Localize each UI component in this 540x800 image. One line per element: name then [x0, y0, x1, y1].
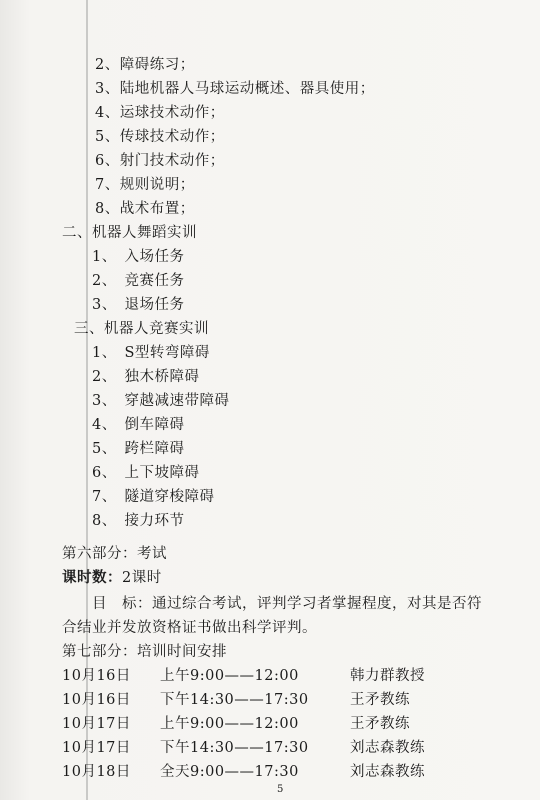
schedule-time: 全天9:00——17:30 [160, 764, 299, 780]
list-item: 6、 上下坡障碍 [92, 465, 200, 481]
list-item: 2、 独木桥障碍 [92, 369, 200, 385]
list-item: 3、陆地机器人马球运动概述、器具使用； [95, 81, 375, 97]
list-item: 4、运球技术动作； [95, 105, 225, 121]
schedule-teacher: 刘志森教练 [350, 764, 425, 780]
schedule-date: 10月16日 [62, 692, 131, 708]
schedule-date: 10月17日 [62, 716, 131, 732]
schedule-time: 上午9:00——12:00 [160, 668, 299, 684]
exam-part-heading: 第六部分：考试 [62, 546, 167, 562]
schedule-date: 10月16日 [62, 668, 131, 684]
list-item: 2、障碍练习； [95, 57, 195, 73]
schedule-part-heading: 第七部分：培训时间安排 [62, 644, 227, 660]
list-item: 5、 跨栏障碍 [92, 441, 185, 457]
list-item: 8、战术布置； [95, 201, 195, 217]
list-item: 1、 入场任务 [92, 249, 185, 265]
schedule-date: 10月18日 [62, 764, 131, 780]
list-item: 5、传球技术动作； [95, 129, 225, 145]
schedule-teacher: 刘志森教练 [350, 740, 425, 756]
schedule-date: 10月17日 [62, 740, 131, 756]
schedule-teacher: 王矛教练 [350, 716, 410, 732]
list-item: 2、 竞赛任务 [92, 273, 185, 289]
list-item: 1、 S型转弯障碍 [92, 345, 210, 361]
list-item: 8、 接力环节 [92, 513, 185, 529]
exam-goal-line: 目 标：通过综合考试，评判学习者掌握程度，对其是否符 [92, 596, 482, 612]
list-item: 6、射门技术动作； [95, 153, 225, 169]
list-item: 3、 穿越减速带障碍 [92, 393, 230, 409]
list-item: 7、规则说明； [95, 177, 195, 193]
schedule-time: 下午14:30——17:30 [160, 740, 309, 756]
exam-hours-value: 2课时 [122, 570, 162, 586]
schedule-time: 上午9:00——12:00 [160, 716, 299, 732]
list-item: 4、 倒车障碍 [92, 417, 185, 433]
schedule-teacher: 韩力群教授 [350, 668, 425, 684]
section-heading-competition: 三、机器人竞赛实训 [74, 321, 209, 337]
schedule-time: 下午14:30——17:30 [160, 692, 309, 708]
exam-hours [62, 569, 162, 587]
list-item: 7、 隧道穿梭障碍 [92, 489, 215, 505]
exam-hours-label: 课时数： [62, 569, 122, 586]
list-item: 3、 退场任务 [92, 297, 185, 313]
page-number: 5 [277, 784, 284, 795]
section-heading-dance: 二、机器人舞蹈实训 [62, 225, 197, 241]
exam-goal-line: 合结业并发放资格证书做出科学评判。 [62, 620, 317, 636]
schedule-teacher: 王矛教练 [350, 692, 410, 708]
